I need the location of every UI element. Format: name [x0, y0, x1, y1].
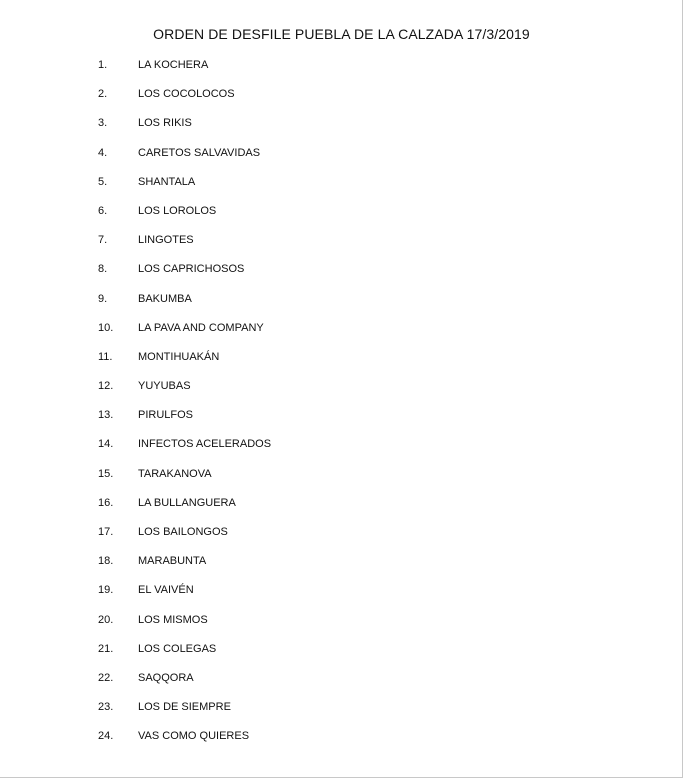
list-item: [0, 86, 600, 115]
item-name: MARABUNTA: [138, 555, 207, 568]
item-number: 20.: [98, 613, 114, 626]
item-number: 14.: [98, 438, 114, 451]
item-number: 3.: [98, 117, 108, 130]
item-number: 6.: [98, 204, 108, 217]
list-item: [0, 670, 600, 699]
item-name: INFECTOS ACELERADOS: [138, 438, 272, 451]
item-number: 15.: [98, 467, 114, 480]
list-item: [0, 495, 600, 524]
list-item: [0, 203, 600, 232]
item-name: SHANTALA: [138, 175, 196, 188]
list-item: [0, 641, 600, 670]
item-number: 7.: [98, 234, 108, 247]
list-item: [0, 232, 600, 261]
item-number: 19.: [98, 584, 114, 597]
item-name: LINGOTES: [138, 234, 194, 247]
list-item: [0, 582, 600, 611]
document-title: ORDEN DE DESFILE PUEBLA DE LA CALZADA 17/3/2019: [153, 26, 530, 42]
item-number: 21.: [98, 642, 114, 655]
list-item: [0, 553, 600, 582]
item-number: 5.: [98, 175, 108, 188]
list-item: [0, 466, 600, 495]
item-name: LA PAVA AND COMPANY: [138, 321, 264, 334]
item-name: SAQQORA: [138, 671, 194, 684]
item-number: 13.: [98, 409, 114, 422]
list-item: [0, 612, 600, 641]
list-item: [0, 115, 600, 144]
item-name: LA KOCHERA: [138, 59, 209, 71]
list-item: [0, 291, 600, 320]
list-item: [0, 378, 600, 407]
item-number: 22.: [98, 671, 114, 684]
item-name: PIRULFOS: [138, 409, 194, 422]
item-name: LOS LOROLOS: [138, 204, 217, 217]
list-item: [0, 728, 600, 757]
item-name: LOS MISMOS: [138, 613, 208, 626]
item-name: LOS RIKIS: [138, 117, 192, 130]
list-item: [0, 174, 600, 203]
item-number: 16.: [98, 496, 114, 509]
item-number: 10.: [98, 321, 114, 334]
item-name: LOS BAILONGOS: [138, 526, 228, 538]
list-item: [0, 436, 600, 465]
item-name: EL VAIVÉN: [138, 584, 194, 597]
item-name: VAS COMO QUIERES: [138, 730, 250, 743]
item-number: 24.: [98, 730, 114, 743]
list-item: [0, 407, 600, 436]
item-number: 2.: [98, 88, 108, 101]
item-name: LOS COLEGAS: [138, 642, 217, 655]
item-name: BAKUMBA: [138, 292, 192, 305]
list-item: [0, 145, 600, 174]
item-name: LOS DE SIEMPRE: [138, 701, 231, 714]
item-name: YUYUBAS: [138, 380, 191, 393]
list-item: [0, 524, 600, 553]
item-name: CARETOS SALVAVIDAS: [138, 146, 261, 159]
item-number: 23.: [98, 701, 114, 714]
list-item: [0, 261, 600, 290]
item-name: MONTIHUAKÁN: [138, 350, 220, 363]
list-item: [0, 349, 600, 378]
item-number: 4.: [98, 146, 108, 159]
item-number: 18.: [98, 555, 114, 568]
item-number: 9.: [98, 292, 108, 305]
item-number: 17.: [98, 526, 114, 538]
item-name: LOS CAPRICHOSOS: [138, 263, 245, 276]
item-number: 1.: [98, 59, 108, 71]
list-item: [0, 320, 600, 349]
parade-order-list: [0, 57, 600, 758]
item-number: 8.: [98, 263, 108, 276]
item-number: 11.: [98, 350, 113, 363]
item-name: TARAKANOVA: [138, 467, 212, 480]
list-item: [0, 57, 600, 86]
list-item: [0, 699, 600, 728]
item-name: LA BULLANGUERA: [138, 496, 236, 509]
item-number: 12.: [98, 380, 114, 393]
item-name: LOS COCOLOCOS: [138, 88, 235, 101]
